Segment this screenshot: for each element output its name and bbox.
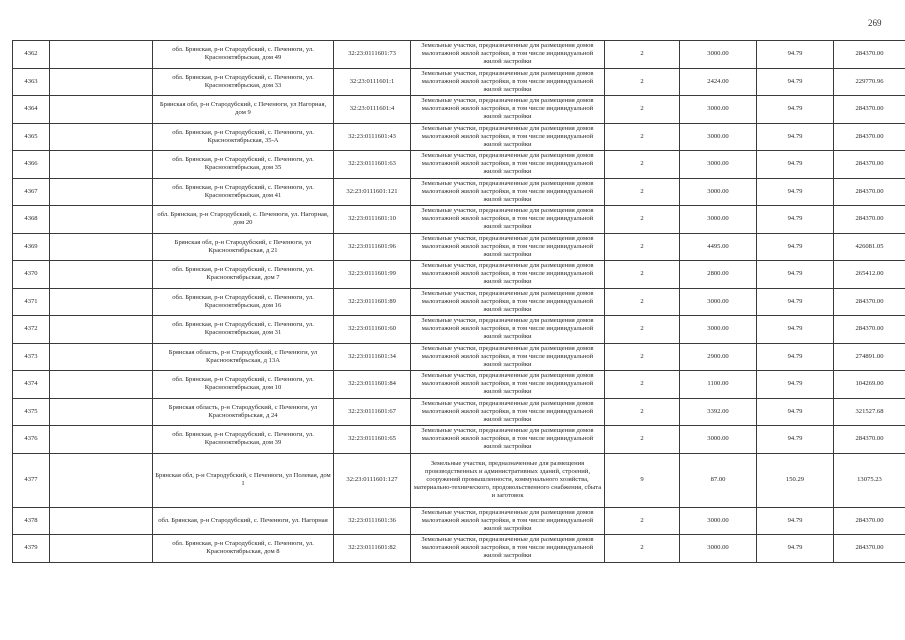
row-number-cell: 4362 bbox=[13, 41, 50, 69]
specific-value-cell: 94.79 bbox=[757, 507, 834, 535]
area-cell: 2900.00 bbox=[680, 343, 757, 371]
permitted-use-cell: Земельные участки, предназначенные для размещения домов малоэтажной жилой застройки, в том числе индивидуальной жилой застройки bbox=[411, 68, 605, 96]
specific-value-cell: 150.29 bbox=[757, 453, 834, 507]
area-cell: 2800.00 bbox=[680, 261, 757, 289]
area-cell: 3000.00 bbox=[680, 426, 757, 454]
address-cell: обл. Брянская, р-н Стародубский, с. Печенюги, ул. Краснооктябрьская, дом 10 bbox=[153, 371, 334, 399]
row-number-cell: 4368 bbox=[13, 206, 50, 234]
specific-value-cell: 94.79 bbox=[757, 151, 834, 179]
row-number-cell: 4366 bbox=[13, 151, 50, 179]
address-cell: обл. Брянская, р-н Стародубский, с. Печенюги, ул. Краснооктябрьская, 35-А bbox=[153, 123, 334, 151]
cadastral-number-cell: 32:23:0111601:4 bbox=[334, 96, 411, 124]
cadastral-number-cell: 32:23:0111601:10 bbox=[334, 206, 411, 234]
cadastral-value-cell: 284370.00 bbox=[834, 96, 905, 124]
area-cell: 3000.00 bbox=[680, 41, 757, 69]
specific-value-cell: 94.79 bbox=[757, 261, 834, 289]
cadastral-value-cell: 284370.00 bbox=[834, 206, 905, 234]
page-number: 269 bbox=[868, 18, 882, 28]
row-number-cell: 4371 bbox=[13, 288, 50, 316]
category-cell: 9 bbox=[605, 453, 680, 507]
area-cell: 87.00 bbox=[680, 453, 757, 507]
address-cell: Брянская область, р-н Стародубский, с Печенюги, ул Краснооктябрьская, д 24 bbox=[153, 398, 334, 426]
cadastral-number-cell: 32:23:0111601:34 bbox=[334, 343, 411, 371]
area-cell: 3392.00 bbox=[680, 398, 757, 426]
specific-value-cell: 94.79 bbox=[757, 535, 834, 563]
table-row bbox=[13, 151, 905, 179]
cadastral-number-cell: 32:23:0111601:73 bbox=[334, 41, 411, 69]
category-cell: 2 bbox=[605, 343, 680, 371]
cadastral-number-cell: 32:23:0111601:43 bbox=[334, 123, 411, 151]
category-cell: 2 bbox=[605, 68, 680, 96]
row-number-cell: 4373 bbox=[13, 343, 50, 371]
area-cell: 3000.00 bbox=[680, 507, 757, 535]
row-number-cell: 4364 bbox=[13, 96, 50, 124]
cadastral-value-cell: 229770.96 bbox=[834, 68, 905, 96]
row-number-cell: 4372 bbox=[13, 316, 50, 344]
empty-cell bbox=[50, 41, 153, 69]
specific-value-cell: 94.79 bbox=[757, 398, 834, 426]
permitted-use-cell: Земельные участки, предназначенные для размещения домов малоэтажной жилой застройки, в том числе индивидуальной жилой застройки bbox=[411, 398, 605, 426]
address-cell: обл. Брянская, р-н Стародубский, с. Печенюги, ул. Краснооктябрьская, дом 31 bbox=[153, 316, 334, 344]
table-row bbox=[13, 288, 905, 316]
address-cell: обл. Брянская, р-н Стародубский, с. Печенюги, ул. Краснооктябрьская, дом 8 bbox=[153, 535, 334, 563]
cadastral-value-cell: 284370.00 bbox=[834, 151, 905, 179]
empty-cell bbox=[50, 371, 153, 399]
cadastral-value-cell: 284370.00 bbox=[834, 535, 905, 563]
cadastral-number-cell: 32:23:0111601:84 bbox=[334, 371, 411, 399]
specific-value-cell: 94.79 bbox=[757, 178, 834, 206]
area-cell: 1100.00 bbox=[680, 371, 757, 399]
area-cell: 3000.00 bbox=[680, 123, 757, 151]
table-row bbox=[13, 233, 905, 261]
address-cell: обл. Брянская, р-н Стародубский, с. Печенюги, ул. Нагорная bbox=[153, 507, 334, 535]
area-cell: 3000.00 bbox=[680, 206, 757, 234]
cadastral-value-cell: 284370.00 bbox=[834, 507, 905, 535]
cadastral-number-cell: 32:23:0111601:36 bbox=[334, 507, 411, 535]
area-cell: 3000.00 bbox=[680, 178, 757, 206]
cadastral-number-cell: 32:23:0111601:63 bbox=[334, 151, 411, 179]
cadastral-value-cell: 284370.00 bbox=[834, 288, 905, 316]
address-cell: Брянская обл, р-н Стародубский, с Печенюги, ул Краснооктябрьская, д 21 bbox=[153, 233, 334, 261]
permitted-use-cell: Земельные участки, предназначенные для размещения домов малоэтажной жилой застройки, в том числе индивидуальной жилой застройки bbox=[411, 535, 605, 563]
permitted-use-cell: Земельные участки, предназначенные для размещения домов малоэтажной жилой застройки, в том числе индивидуальной жилой застройки bbox=[411, 316, 605, 344]
cadastral-value-cell: 284370.00 bbox=[834, 316, 905, 344]
permitted-use-cell: Земельные участки, предназначенные для размещения домов малоэтажной жилой застройки, в том числе индивидуальной жилой застройки bbox=[411, 288, 605, 316]
cadastral-value-cell: 284370.00 bbox=[834, 41, 905, 69]
table-row bbox=[13, 535, 905, 563]
specific-value-cell: 94.79 bbox=[757, 288, 834, 316]
category-cell: 2 bbox=[605, 261, 680, 289]
permitted-use-cell: Земельные участки, предназначенные для размещения домов малоэтажной жилой застройки, в том числе индивидуальной жилой застройки bbox=[411, 123, 605, 151]
empty-cell bbox=[50, 68, 153, 96]
specific-value-cell: 94.79 bbox=[757, 123, 834, 151]
empty-cell bbox=[50, 507, 153, 535]
cadastral-number-cell: 32:23:0111601:99 bbox=[334, 261, 411, 289]
specific-value-cell: 94.79 bbox=[757, 68, 834, 96]
table-row bbox=[13, 178, 905, 206]
cadastral-value-cell: 265412.00 bbox=[834, 261, 905, 289]
empty-cell bbox=[50, 123, 153, 151]
address-cell: Брянская обл, р-н Стародубский, с Печенюги, ул Полевая, дом 1 bbox=[153, 453, 334, 507]
table-row bbox=[13, 426, 905, 454]
permitted-use-cell: Земельные участки, предназначенные для размещения домов малоэтажной жилой застройки, в том числе индивидуальной жилой застройки bbox=[411, 41, 605, 69]
empty-cell bbox=[50, 288, 153, 316]
table-row bbox=[13, 371, 905, 399]
table-row bbox=[13, 96, 905, 124]
area-cell: 3000.00 bbox=[680, 316, 757, 344]
cadastral-number-cell: 32:23:0111601:82 bbox=[334, 535, 411, 563]
empty-cell bbox=[50, 96, 153, 124]
category-cell: 2 bbox=[605, 426, 680, 454]
permitted-use-cell: Земельные участки, предназначенные для размещения производственных и административных зданий, строений, сооружений промышленности, коммунального хозяйства, материально-технического, продовольственного снабжения, сбыта и заготовок bbox=[411, 453, 605, 507]
specific-value-cell: 94.79 bbox=[757, 41, 834, 69]
category-cell: 2 bbox=[605, 371, 680, 399]
address-cell: обл. Брянская, р-н Стародубский, с. Печенюги, ул. Краснооктябрьская, дом 49 bbox=[153, 41, 334, 69]
empty-cell bbox=[50, 233, 153, 261]
empty-cell bbox=[50, 316, 153, 344]
table-row bbox=[13, 261, 905, 289]
row-number-cell: 4378 bbox=[13, 507, 50, 535]
table-row bbox=[13, 41, 905, 69]
empty-cell bbox=[50, 343, 153, 371]
address-cell: обл. Брянская, р-н Стародубский, с. Печенюги, ул. Нагорная, дом 20 bbox=[153, 206, 334, 234]
specific-value-cell: 94.79 bbox=[757, 316, 834, 344]
table-row bbox=[13, 123, 905, 151]
address-cell: обл. Брянская, р-н Стародубский, с. Печенюги, ул. Краснооктябрьская, дом 16 bbox=[153, 288, 334, 316]
cadastral-number-cell: 32:23:0111601:89 bbox=[334, 288, 411, 316]
specific-value-cell: 94.79 bbox=[757, 371, 834, 399]
cadastral-value-cell: 284370.00 bbox=[834, 123, 905, 151]
area-cell: 3000.00 bbox=[680, 151, 757, 179]
row-number-cell: 4379 bbox=[13, 535, 50, 563]
category-cell: 2 bbox=[605, 535, 680, 563]
permitted-use-cell: Земельные участки, предназначенные для размещения домов малоэтажной жилой застройки, в том числе индивидуальной жилой застройки bbox=[411, 507, 605, 535]
permitted-use-cell: Земельные участки, предназначенные для размещения домов малоэтажной жилой застройки, в том числе индивидуальной жилой застройки bbox=[411, 96, 605, 124]
address-cell: обл. Брянская, р-н Стародубский, с. Печенюги, ул. Краснооктябрьская, дом 41 bbox=[153, 178, 334, 206]
specific-value-cell: 94.79 bbox=[757, 426, 834, 454]
category-cell: 2 bbox=[605, 316, 680, 344]
cadastral-number-cell: 32:23:0111601:60 bbox=[334, 316, 411, 344]
permitted-use-cell: Земельные участки, предназначенные для размещения домов малоэтажной жилой застройки, в том числе индивидуальной жилой застройки bbox=[411, 426, 605, 454]
address-cell: обл. Брянская, р-н Стародубский, с. Печенюги, ул. Краснооктябрьская, дом 39 bbox=[153, 426, 334, 454]
area-cell: 2424.00 bbox=[680, 68, 757, 96]
category-cell: 2 bbox=[605, 233, 680, 261]
cadastral-value-cell: 274891.00 bbox=[834, 343, 905, 371]
table-row bbox=[13, 316, 905, 344]
category-cell: 2 bbox=[605, 398, 680, 426]
permitted-use-cell: Земельные участки, предназначенные для размещения домов малоэтажной жилой застройки, в том числе индивидуальной жилой застройки bbox=[411, 371, 605, 399]
cadastral-value-table bbox=[12, 40, 905, 563]
category-cell: 2 bbox=[605, 507, 680, 535]
area-cell: 3000.00 bbox=[680, 535, 757, 563]
row-number-cell: 4369 bbox=[13, 233, 50, 261]
permitted-use-cell: Земельные участки, предназначенные для размещения домов малоэтажной жилой застройки, в том числе индивидуальной жилой застройки bbox=[411, 178, 605, 206]
empty-cell bbox=[50, 151, 153, 179]
area-cell: 3000.00 bbox=[680, 96, 757, 124]
table-row bbox=[13, 206, 905, 234]
specific-value-cell: 94.79 bbox=[757, 343, 834, 371]
cadastral-number-cell: 32:23:0111601:1 bbox=[334, 68, 411, 96]
area-cell: 3000.00 bbox=[680, 288, 757, 316]
cadastral-value-cell: 284370.00 bbox=[834, 426, 905, 454]
empty-cell bbox=[50, 261, 153, 289]
cadastral-number-cell: 32:23:0111601:67 bbox=[334, 398, 411, 426]
table-body bbox=[13, 41, 905, 563]
row-number-cell: 4370 bbox=[13, 261, 50, 289]
specific-value-cell: 94.79 bbox=[757, 233, 834, 261]
permitted-use-cell: Земельные участки, предназначенные для размещения домов малоэтажной жилой застройки, в том числе индивидуальной жилой застройки bbox=[411, 206, 605, 234]
category-cell: 2 bbox=[605, 123, 680, 151]
cadastral-number-cell: 32:23:0111601:121 bbox=[334, 178, 411, 206]
empty-cell bbox=[50, 178, 153, 206]
empty-cell bbox=[50, 426, 153, 454]
category-cell: 2 bbox=[605, 206, 680, 234]
category-cell: 2 bbox=[605, 178, 680, 206]
empty-cell bbox=[50, 398, 153, 426]
cadastral-value-cell: 321527.68 bbox=[834, 398, 905, 426]
cadastral-number-cell: 32:23:0111601:127 bbox=[334, 453, 411, 507]
table-row bbox=[13, 343, 905, 371]
cadastral-number-cell: 32:23:0111601:65 bbox=[334, 426, 411, 454]
row-number-cell: 4363 bbox=[13, 68, 50, 96]
permitted-use-cell: Земельные участки, предназначенные для размещения домов малоэтажной жилой застройки, в том числе индивидуальной жилой застройки bbox=[411, 233, 605, 261]
cadastral-number-cell: 32:23:0111601:96 bbox=[334, 233, 411, 261]
address-cell: Брянская обл, р-н Стародубский, с Печенюги, ул Нагорная, дом 9 bbox=[153, 96, 334, 124]
category-cell: 2 bbox=[605, 288, 680, 316]
area-cell: 4495.00 bbox=[680, 233, 757, 261]
address-cell: обл. Брянская, р-н Стародубский, с. Печенюги, ул. Краснооктябрьская, дом 33 bbox=[153, 68, 334, 96]
address-cell: Брянская область, р-н Стародубский, с Печенюги, ул Краснооктябрьская, д 13А bbox=[153, 343, 334, 371]
address-cell: обл. Брянская, р-н Стародубский, с. Печенюги, ул. Краснооктябрьская, дом 35 bbox=[153, 151, 334, 179]
cadastral-value-cell: 13075.23 bbox=[834, 453, 905, 507]
row-number-cell: 4365 bbox=[13, 123, 50, 151]
row-number-cell: 4377 bbox=[13, 453, 50, 507]
permitted-use-cell: Земельные участки, предназначенные для размещения домов малоэтажной жилой застройки, в том числе индивидуальной жилой застройки bbox=[411, 343, 605, 371]
cadastral-value-cell: 104269.00 bbox=[834, 371, 905, 399]
category-cell: 2 bbox=[605, 151, 680, 179]
empty-cell bbox=[50, 453, 153, 507]
specific-value-cell: 94.79 bbox=[757, 96, 834, 124]
table-row bbox=[13, 507, 905, 535]
empty-cell bbox=[50, 535, 153, 563]
empty-cell bbox=[50, 206, 153, 234]
row-number-cell: 4375 bbox=[13, 398, 50, 426]
row-number-cell: 4367 bbox=[13, 178, 50, 206]
specific-value-cell: 94.79 bbox=[757, 206, 834, 234]
permitted-use-cell: Земельные участки, предназначенные для размещения домов малоэтажной жилой застройки, в том числе индивидуальной жилой застройки bbox=[411, 151, 605, 179]
table-row bbox=[13, 398, 905, 426]
category-cell: 2 bbox=[605, 96, 680, 124]
cadastral-value-cell: 426081.05 bbox=[834, 233, 905, 261]
permitted-use-cell: Земельные участки, предназначенные для размещения домов малоэтажной жилой застройки, в том числе индивидуальной жилой застройки bbox=[411, 261, 605, 289]
cadastral-value-cell: 284370.00 bbox=[834, 178, 905, 206]
table-row bbox=[13, 453, 905, 507]
row-number-cell: 4374 bbox=[13, 371, 50, 399]
table-row bbox=[13, 68, 905, 96]
address-cell: обл. Брянская, р-н Стародубский, с. Печенюги, ул. Краснооктябрьская, дом 7 bbox=[153, 261, 334, 289]
category-cell: 2 bbox=[605, 41, 680, 69]
row-number-cell: 4376 bbox=[13, 426, 50, 454]
